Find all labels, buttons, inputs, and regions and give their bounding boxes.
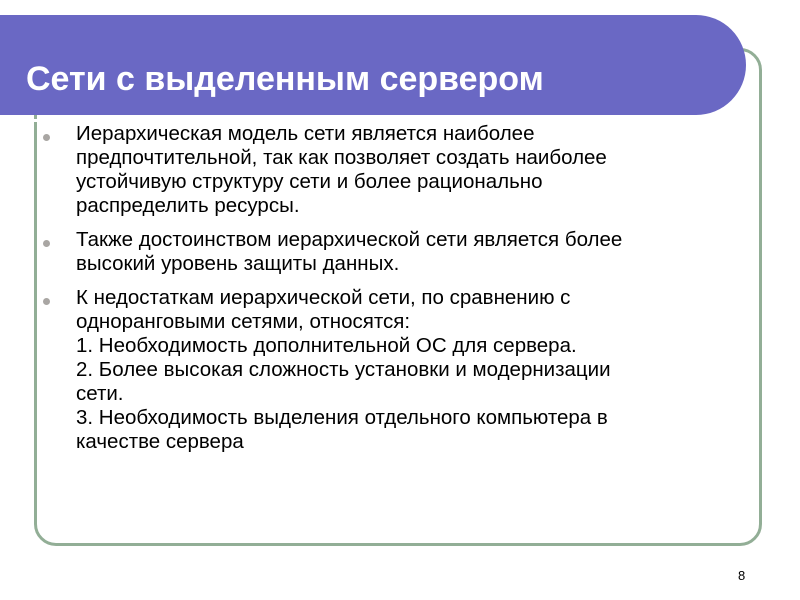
bullet-dot-icon [43, 240, 50, 247]
bullet-line: К недостаткам иерархической сети, по сравнению с [76, 286, 571, 309]
bullet-line: устойчивую структуру сети и более рационально [76, 170, 543, 193]
bullet-item [42, 286, 732, 454]
bullet-dot-icon [43, 298, 50, 305]
bullet-line: 1. Необходимость дополнительной ОС для сервера. [76, 334, 577, 357]
bullet-dot-icon [43, 134, 50, 141]
title-banner [0, 15, 746, 115]
bullet-line: высокий уровень защиты данных. [76, 252, 400, 275]
bullet-line: качестве сервера [76, 430, 244, 453]
bullet-line: Также достоинством иерархической сети является более [76, 228, 623, 251]
bullet-item [42, 122, 732, 218]
bullet-line: сети. [76, 382, 124, 405]
bullet-line: предпочтительной, так как позволяет создать наиболее [76, 146, 607, 169]
bullet-line: Иерархическая модель сети является наиболее [76, 122, 535, 145]
bullet-line: 2. Более высокая сложность установки и модернизации [76, 358, 611, 381]
bullet-item [42, 228, 732, 276]
page-number: 8 [738, 568, 746, 583]
bullet-line: распределить ресурсы. [76, 194, 300, 217]
bullet-line: 3. Необходимость выделения отдельного компьютера в [76, 406, 608, 429]
bullet-line: одноранговыми сетями, относятся: [76, 310, 411, 333]
slide-title: Сети с выделенным сервером [26, 60, 544, 98]
bullet-list [42, 122, 732, 464]
